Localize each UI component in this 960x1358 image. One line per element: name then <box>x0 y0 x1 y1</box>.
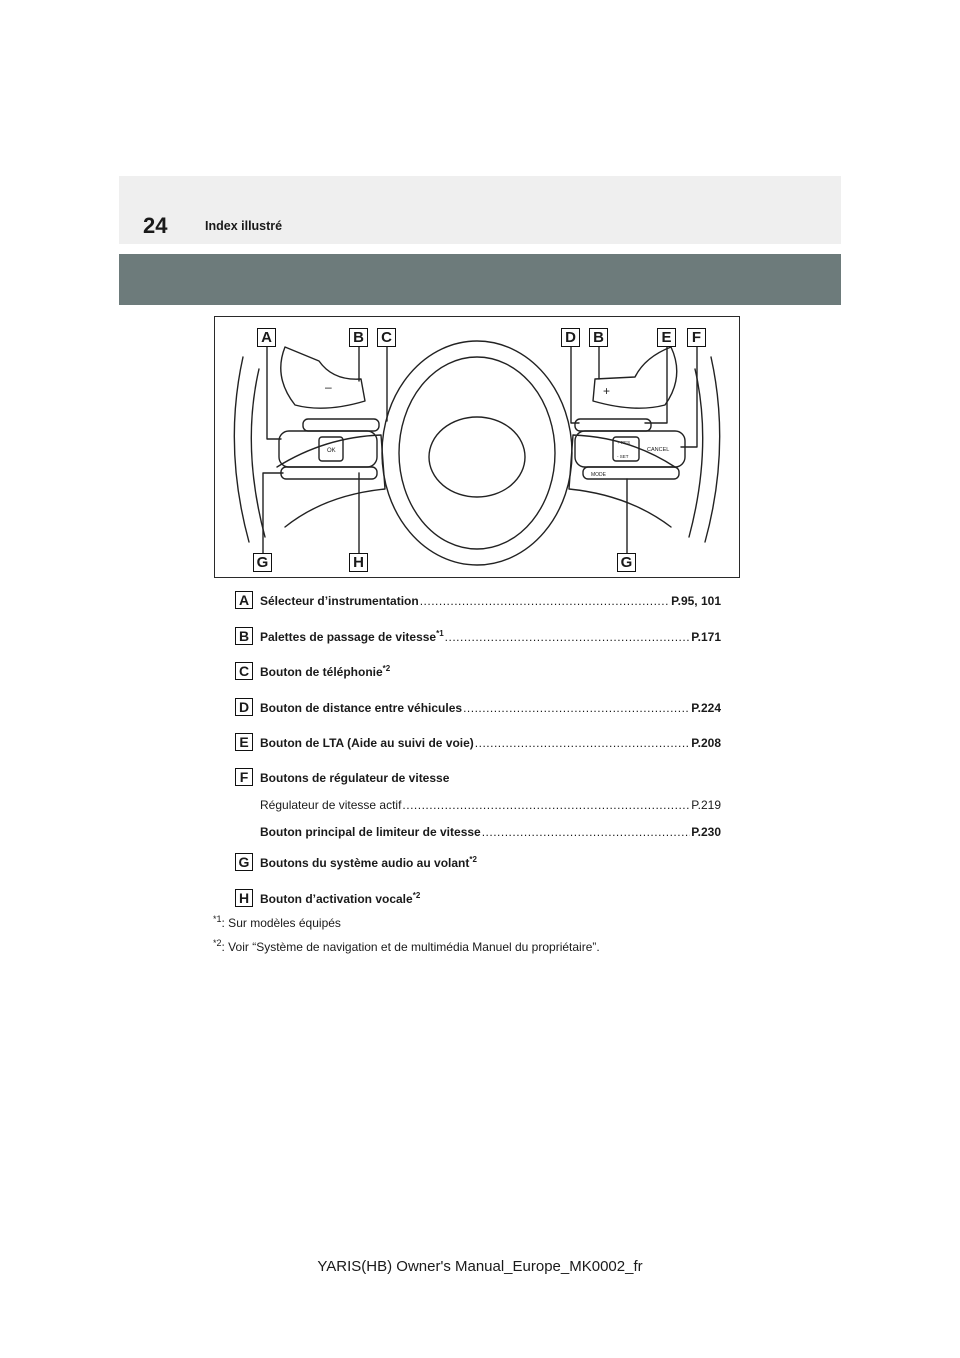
legend-item <box>235 733 721 753</box>
leader-G-left <box>263 473 283 553</box>
mode-label: MODE <box>591 472 606 478</box>
rim-left <box>234 357 249 542</box>
item-badge: C <box>235 662 253 680</box>
footnote: $^{*1}$: Sur modèles équipés <box>213 914 341 930</box>
item-label: Boutons de régulateur de vitesse <box>260 771 450 785</box>
header-band <box>119 176 841 244</box>
hub-mid <box>399 357 555 549</box>
rim-right-inner <box>689 369 703 537</box>
rim-right <box>705 357 720 542</box>
page-ref-link[interactable]: P.208 <box>691 736 721 750</box>
item-label: Bouton d’activation vocale$^{*2}$ <box>260 891 421 906</box>
item-badge: E <box>235 733 253 751</box>
section-title: Index illustré <box>205 219 283 233</box>
legend-item <box>235 662 721 682</box>
sub-item-label: Régulateur de vitesse actif <box>260 798 402 812</box>
sub-item <box>260 825 721 839</box>
callout-E: E <box>657 328 676 347</box>
page-ref-link[interactable]: P.219 <box>691 798 721 812</box>
leader-D <box>571 347 579 423</box>
sub-item-label: Bouton principal de limiteur de vitesse <box>260 825 481 839</box>
right-upper-switch <box>575 419 651 431</box>
page-ref-link[interactable]: P.224 <box>691 701 721 715</box>
item-label: Boutons du système audio au volant$^{*2}$ <box>260 855 477 870</box>
left-paddle <box>281 347 365 408</box>
cancel-label: CANCEL <box>647 447 670 453</box>
callout-G-left: G <box>253 553 272 572</box>
res-label: + RES <box>617 440 631 445</box>
callout-A: A <box>257 328 276 347</box>
title-bar <box>119 254 841 305</box>
callout-B-left: B <box>349 328 368 347</box>
leader-E <box>645 347 667 423</box>
right-paddle <box>593 347 677 408</box>
item-badge: H <box>235 889 253 907</box>
page-number: 24 <box>143 213 168 238</box>
legend-item <box>235 591 721 611</box>
paddle-plus-label: + <box>603 384 611 398</box>
leader-A <box>267 347 281 439</box>
callout-C: C <box>377 328 396 347</box>
callout-G-right: G <box>617 553 636 572</box>
legend-item <box>235 627 721 647</box>
callout-D: D <box>561 328 580 347</box>
item-badge: G <box>235 853 253 871</box>
ok-label: OK <box>327 448 336 454</box>
page-ref-link[interactable]: P.230 <box>691 825 721 839</box>
emblem <box>429 417 525 497</box>
callout-B-right: B <box>589 328 608 347</box>
item-label: Sélecteur d’instrumentation <box>260 594 419 608</box>
document-footer: YARIS(HB) Owner's Manual_Europe_MK0002_fr <box>317 1258 643 1275</box>
legend-item <box>235 853 721 873</box>
item-badge: D <box>235 698 253 716</box>
item-badge: A <box>235 591 253 609</box>
item-label: Palettes de passage de vitesse$^{*1}$ <box>260 629 444 644</box>
paddle-minus-label: – <box>325 380 332 394</box>
callout-F: F <box>687 328 706 347</box>
legend-item <box>235 698 721 718</box>
legend-item <box>235 768 721 788</box>
leader-F <box>681 347 697 447</box>
steering-wheel-illustration <box>214 316 740 578</box>
hub-outer <box>382 341 572 565</box>
item-label: Bouton de distance entre véhicules <box>260 701 463 715</box>
legend-item <box>235 889 721 909</box>
sub-item <box>260 798 721 812</box>
left-upper-switch <box>303 419 379 431</box>
footnote: $^{*2}$: Voir “Système de navigation et de multimédia Manuel du propriétaire”. <box>213 938 600 954</box>
item-label: Bouton de LTA (Aide au suivi de voie) <box>260 736 474 750</box>
page-ref-link[interactable]: P.171 <box>691 630 721 644</box>
item-badge: B <box>235 627 253 645</box>
item-label: Bouton de téléphonie$^{*2}$ <box>260 664 391 679</box>
left-lower-switch <box>281 467 377 479</box>
item-badge: F <box>235 768 253 786</box>
steering-wheel-drawing <box>215 317 739 577</box>
set-label: - SET <box>617 454 629 459</box>
callout-H: H <box>349 553 368 572</box>
page-ref-link[interactable]: P.95, 101 <box>671 594 721 608</box>
